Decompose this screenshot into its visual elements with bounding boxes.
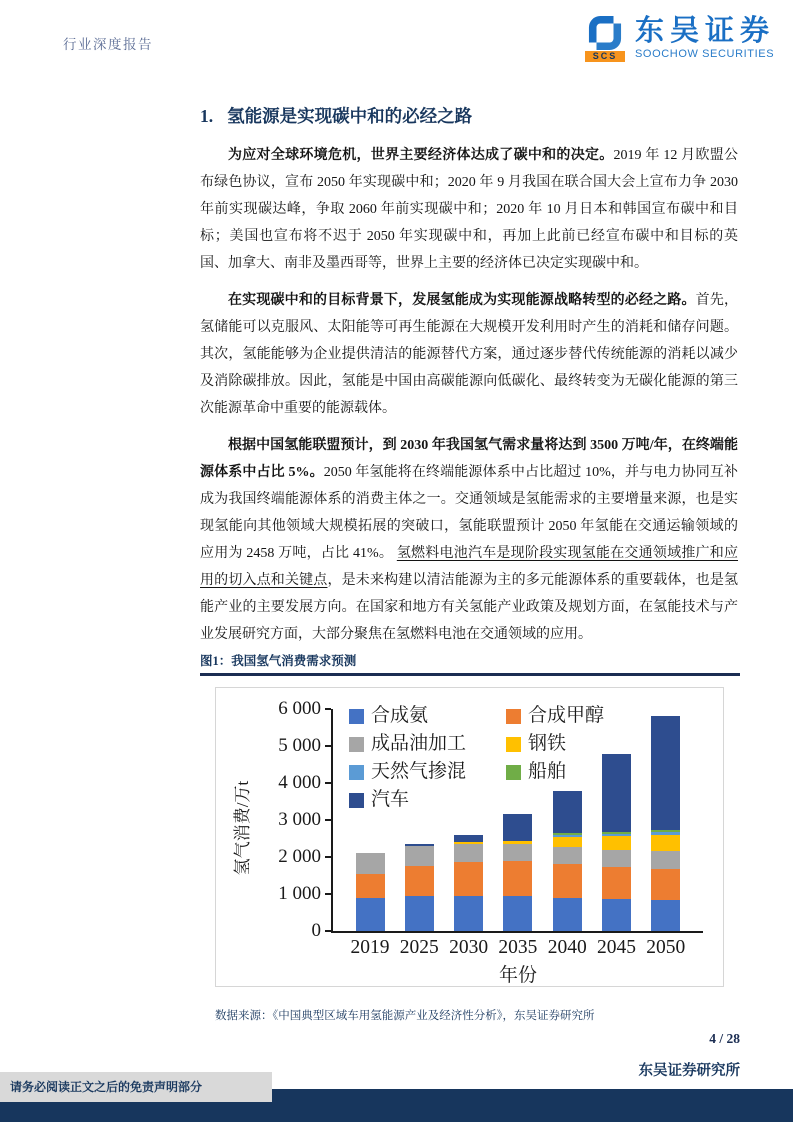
y-axis-tick — [325, 856, 331, 858]
figure-caption: 图1：我国氢气消费需求预测 — [200, 654, 357, 668]
bar-segment-合成甲醇 — [553, 864, 582, 898]
x-tick-label: 2045 — [597, 937, 636, 958]
paragraph-segment: ，是未来构建以清洁能源为主的多元能源体系的重要载体，也是氢能产业的主要发展方向。在国家和地方有关氢能产业政策及规划方面，在氢能技术与产业发展研究方面，大部分聚焦在氢燃料电池在交通领域的应用。 — [200, 573, 739, 642]
bar-segment-合成甲醇 — [405, 866, 434, 896]
section-number: 1. — [200, 106, 214, 126]
x-axis-line — [331, 931, 703, 933]
bar-segment-汽车 — [405, 844, 434, 846]
legend-item — [506, 734, 604, 754]
footer-disclaimer: 请务必阅读正文之后的免责声明部分 — [0, 1072, 272, 1102]
bar-segment-合成氨 — [553, 898, 582, 931]
x-tick-label: 2050 — [646, 937, 686, 958]
paragraph — [200, 142, 738, 277]
legend-item — [349, 762, 466, 782]
bar-segment-汽车 — [553, 791, 582, 833]
paragraph — [200, 287, 738, 422]
bar-segment-船舶 — [602, 832, 631, 834]
section-title — [200, 103, 472, 128]
logo-mark-icon — [584, 16, 626, 50]
body-text — [200, 142, 738, 658]
page-number: 4 / 28 — [709, 1031, 740, 1046]
bar-segment-合成氨 — [454, 896, 483, 931]
paragraph-segment: 氢燃料电池汽车是现阶段实现氢能在交通领域推广和应用的切入点和关键点 — [200, 546, 739, 588]
x-tick-label: 2025 — [399, 937, 439, 958]
bar-segment-合成氨 — [651, 900, 680, 931]
legend-swatch-icon — [349, 793, 364, 808]
logo-names — [635, 16, 775, 60]
bar-segment-汽车 — [602, 754, 631, 832]
y-axis-tick — [325, 893, 331, 895]
bar-segment-汽车 — [651, 716, 680, 830]
y-axis-line — [331, 709, 333, 931]
bar-segment-合成氨 — [602, 899, 631, 931]
bar-segment-合成氨 — [405, 896, 434, 931]
bar-segment-成品油加工 — [602, 850, 631, 867]
bar-segment-合成甲醇 — [602, 867, 631, 899]
legend-label: 天然气掺混 — [371, 761, 467, 782]
y-axis-label: 氢气消费/万t — [233, 780, 252, 876]
bar-segment-成品油加工 — [503, 844, 532, 861]
bar-segment-钢铁 — [553, 837, 582, 847]
legend-swatch-icon — [506, 765, 521, 780]
legend-swatch-icon — [349, 737, 364, 752]
bar-segment-成品油加工 — [651, 851, 680, 868]
soochow-logo-icon — [582, 16, 628, 62]
bar-segment-船舶 — [553, 833, 582, 835]
bar-segment-合成甲醇 — [651, 869, 680, 900]
bar-segment-钢铁 — [651, 835, 680, 852]
legend-item — [349, 790, 466, 810]
y-tick-label: 1 000 — [278, 883, 321, 904]
section-title-text: 氢能源是实现碳中和的必经之路 — [227, 106, 473, 126]
paragraph-segment: 首先，氢储能可以克服风、太阳能等可再生能源在大规模开发利用时产生的消耗和储存问题。其次，氢能能够为企业提供清洁的能源替代方案，通过逐步替代传统能源的消耗以减少及消除碳排放。因此，氢能是中国由高碳能源向低碳化、最终转变为无碳化能源的第三次能源革命中重要的能源载体。 — [200, 293, 738, 416]
logo-name-en: SOOCHOW SECURITIES — [634, 48, 775, 60]
bar-segment-船舶 — [651, 830, 680, 832]
bar-segment-成品油加工 — [454, 844, 483, 862]
legend-label: 船舶 — [528, 761, 567, 782]
report-type-label: 行业深度报告 — [63, 37, 153, 53]
y-axis-tick — [325, 745, 331, 747]
figure-source: 数据来源：《中国典型区域车用氢能源产业及经济性分析》，东吴证券研究所 — [215, 1010, 595, 1022]
legend-item — [506, 762, 604, 782]
legend-item — [349, 734, 466, 754]
bar-segment-钢铁 — [454, 842, 483, 844]
y-axis-tick — [325, 782, 331, 784]
bar-segment-合成甲醇 — [356, 874, 385, 898]
y-axis-tick — [325, 930, 331, 932]
bar-segment-天然气掺混 — [602, 834, 631, 836]
bar-segment-成品油加工 — [553, 847, 582, 864]
bar-segment-钢铁 — [503, 841, 532, 844]
legend-item — [349, 706, 466, 726]
legend-label: 钢铁 — [528, 733, 567, 754]
footer-institute: 东吴证券研究所 — [638, 1063, 740, 1079]
bar-segment-合成甲醇 — [503, 861, 532, 897]
legend-item — [506, 706, 604, 726]
x-axis-label: 年份 — [498, 965, 537, 986]
bar-segment-天然气掺混 — [651, 832, 680, 835]
legend-swatch-icon — [506, 737, 521, 752]
paragraph — [200, 432, 738, 648]
y-tick-label: 5 000 — [278, 735, 321, 756]
logo-name-cn: 东吴证券 — [634, 15, 775, 47]
legend-swatch-icon — [506, 709, 521, 724]
bar-segment-成品油加工 — [405, 846, 434, 866]
paragraph-segment: 为应对全球环境危机，世界主要经济体达成了碳中和的决定。 — [228, 148, 614, 163]
y-tick-label: 6 000 — [278, 698, 321, 719]
bar-segment-成品油加工 — [356, 853, 385, 874]
y-tick-label: 4 000 — [278, 772, 321, 793]
y-tick-label: 3 000 — [278, 809, 321, 830]
paragraph-segment: 根据中国氢能联盟预计，到 2030 年我国氢气需求量将达到 3500 万吨/年，在终端能源体系中占比 5%。 — [200, 438, 738, 480]
legend-label: 汽车 — [371, 789, 410, 810]
legend-label: 合成甲醇 — [528, 705, 605, 726]
legend-swatch-icon — [349, 765, 364, 780]
legend-swatch-icon — [349, 709, 364, 724]
legend-label: 合成氨 — [371, 705, 429, 726]
bar-segment-钢铁 — [602, 836, 631, 849]
x-tick-label: 2019 — [350, 937, 390, 958]
y-tick-label: 2 000 — [278, 846, 321, 867]
logo-scs-text: SCS — [585, 51, 625, 62]
y-tick-label: 0 — [311, 920, 321, 941]
y-axis-tick — [325, 708, 331, 710]
x-tick-label: 2040 — [547, 937, 587, 958]
y-axis-tick — [325, 819, 331, 821]
figure-caption-rule — [200, 673, 740, 676]
bar-segment-汽车 — [503, 814, 532, 841]
paragraph-segment: 在实现碳中和的目标背景下，发展氢能成为实现能源战略转型的必经之路。 — [228, 293, 696, 308]
bar-segment-汽车 — [454, 835, 483, 842]
legend-label: 成品油加工 — [371, 733, 467, 754]
bar-segment-合成氨 — [503, 896, 532, 931]
paragraph-segment: 2019 年 12 月欧盟公布绿色协议，宣布 2050 年实现碳中和；2020 年 9 月我国在联合国大会上宣布力争 2030 年前实现碳达峰，争取 2060 年前实现碳中和；2020 年 10 月日本和韩国宣布碳中和目标；美国也宣布将不迟于 2050 年实现碳中和，再加上此前已经宣布碳中和目标的英国、加拿大、南非及墨西哥等，世界上主要的经济体已决定实现碳中和。 — [200, 148, 739, 271]
paragraph-segment: 2050 年氢能将在终端能源体系中占比超过 10%，并与电力协同互补成为我国终端能源体系的消费主体之一。交通领域是氢能需求的主要增量来源，也是实现氢能向其他领域大规模拓展的突破口，氢能联盟预计 2050 年氢能在交通运输领域的应用为 2458 万吨，占比 41%。 — [200, 465, 739, 561]
x-tick-label: 2030 — [449, 937, 489, 958]
bar-segment-合成氨 — [356, 898, 385, 931]
bar-segment-天然气掺混 — [553, 835, 582, 837]
bar-segment-合成甲醇 — [454, 862, 483, 896]
x-tick-label: 2035 — [498, 937, 538, 958]
figure-chart — [215, 687, 724, 987]
soochow-logo — [582, 16, 775, 62]
